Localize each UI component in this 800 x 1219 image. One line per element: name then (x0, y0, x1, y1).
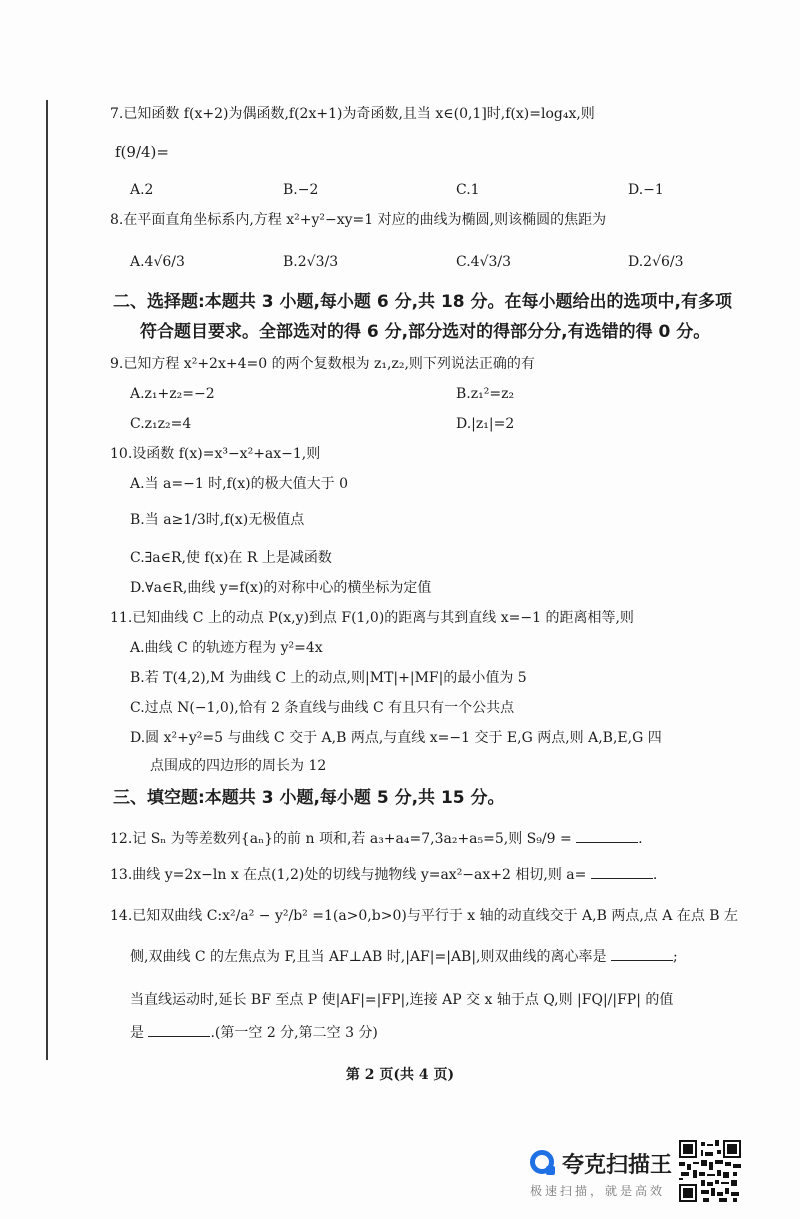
q13-answer-blank[interactable] (591, 864, 653, 879)
brand-slogan: 极速扫描，就是高效 (530, 1184, 666, 1198)
q8-choice-d: D.2√6/3 (628, 254, 684, 270)
scanner-watermark (524, 1138, 674, 1206)
q7-stem: 7.已知函数 f(x+2)为偶函数,f(2x+1)为奇函数,且当 x∈(0,1]时,f(x)=log₄x,则 (110, 106, 595, 122)
q12-stem (110, 828, 643, 849)
q10-option-a: A.当 a=−1 时,f(x)的极大值大于 0 (130, 476, 348, 492)
q10-option-c: C.∃a∈R,使 f(x)在 R 上是减函数 (130, 550, 332, 566)
q14-answer-blank-1[interactable] (611, 946, 673, 961)
q12-text: 12.记 Sₙ 为等差数列{aₙ}的前 n 项和,若 a₃+a₄=7,3a₂+a₅=5,则 S₉/9 = (110, 831, 572, 847)
q10-stem: 10.设函数 f(x)=x³−x²+ax−1,则 (110, 446, 321, 462)
q12-answer-blank[interactable] (576, 828, 638, 843)
q14-line2-end: ; (672, 949, 678, 965)
page-footer: 第 2 页(共 4 页) (345, 1067, 455, 1083)
q7-choice-c: C.1 (456, 182, 480, 198)
q12-period: . (638, 831, 643, 847)
q9-choice-c: C.z₁z₂=4 (130, 416, 192, 432)
q14-line4-start: 是 (130, 1025, 144, 1041)
q14-line2 (130, 946, 678, 967)
q14-line3: 当直线运动时,延长 BF 至点 P 使|AF|=|FP|,连接 AP 交 x 轴于点 Q,则 |FQ|/|FP| 的值 (130, 992, 674, 1008)
q13-period: . (652, 867, 658, 883)
q7-choice-b: B.−2 (283, 182, 319, 198)
q11-stem: 11.已知曲线 C 上的动点 P(x,y)到点 F(1,0)的距离与其到直线 x=−1 的距离相等,则 (110, 610, 634, 626)
brand-name: 夸克扫描王 (562, 1153, 673, 1178)
q13-text: 13.曲线 y=2x−ln x 在点(1,2)处的切线与抛物线 y=ax²−ax+2 相切,则 a= (110, 867, 587, 883)
q9-stem: 9.已知方程 x²+2x+4=0 的两个复数根为 z₁,z₂,则下列说法正确的有 (110, 356, 535, 372)
q14-answer-blank-2[interactable] (148, 1022, 210, 1037)
q11-option-d-cont: 点围成的四边形的周长为 12 (150, 758, 327, 774)
q14-stem: 14.已知双曲线 C:x²/a² − y²/b² =1(a>0,b>0)与平行于 x 轴的动直线交于 A,B 两点,点 A 在点 B 左 (110, 908, 739, 924)
q8-stem: 8.在平面直角坐标系内,方程 x²+y²−xy=1 对应的曲线为椭圆,则该椭圆的焦距为 (110, 212, 607, 228)
q14-line2-text: 侧,双曲线 C 的左焦点为 F,且当 AF⊥AB 时,|AF|=|AB|,则双曲线的离心率是 (130, 949, 607, 965)
q7-expression: f(9/4)= (115, 143, 169, 161)
q14-line4-end: .(第一空 2 分,第二空 3 分) (210, 1025, 378, 1041)
q8-choice-b: B.2√3/3 (283, 254, 339, 270)
q11-option-c: C.过点 N(−1,0),恰有 2 条直线与曲线 C 有且只有一个公共点 (130, 700, 515, 716)
section2-instructions: 符合题目要求。全部选对的得 6 分,部分选对的得部分分,有选错的得 0 分。 (140, 322, 711, 342)
q9-choice-b: B.z₁²=z₂ (456, 386, 515, 402)
q14-line4 (130, 1022, 378, 1043)
quark-logo-icon (530, 1150, 554, 1174)
q11-option-d: D.圆 x²+y²=5 与曲线 C 交于 A,B 两点,与直线 x=−1 交于 E,G 两点,则 A,B,E,G 四 (130, 730, 662, 746)
q11-option-b: B.若 T(4,2),M 为曲线 C 上的动点,则|MT|+|MF|的最小值为 5 (130, 670, 527, 686)
q10-option-d: D.∀a∈R,曲线 y=f(x)的对称中心的横坐标为定值 (130, 580, 432, 596)
q9-choice-d: D.|z₁|=2 (456, 416, 515, 432)
q8-choice-a: A.4√6/3 (130, 254, 185, 270)
q9-choice-a: A.z₁+z₂=−2 (130, 386, 215, 402)
q13-stem (110, 864, 657, 885)
q7-choice-a: A.2 (130, 182, 154, 198)
q10-option-b: B.当 a≥1/3时,f(x)无极值点 (130, 512, 305, 528)
section2-heading: 二、选择题:本题共 3 小题,每小题 6 分,共 18 分。在每小题给出的选项中,有多项 (113, 292, 732, 312)
binding-margin-line (46, 100, 48, 1060)
q8-choice-c: C.4√3/3 (456, 254, 512, 270)
section3-heading: 三、填空题:本题共 3 小题,每小题 5 分,共 15 分。 (113, 788, 505, 808)
qr-code-icon (679, 1140, 741, 1202)
q11-option-a: A.曲线 C 的轨迹方程为 y²=4x (130, 640, 323, 656)
q7-choice-d: D.−1 (628, 182, 664, 198)
